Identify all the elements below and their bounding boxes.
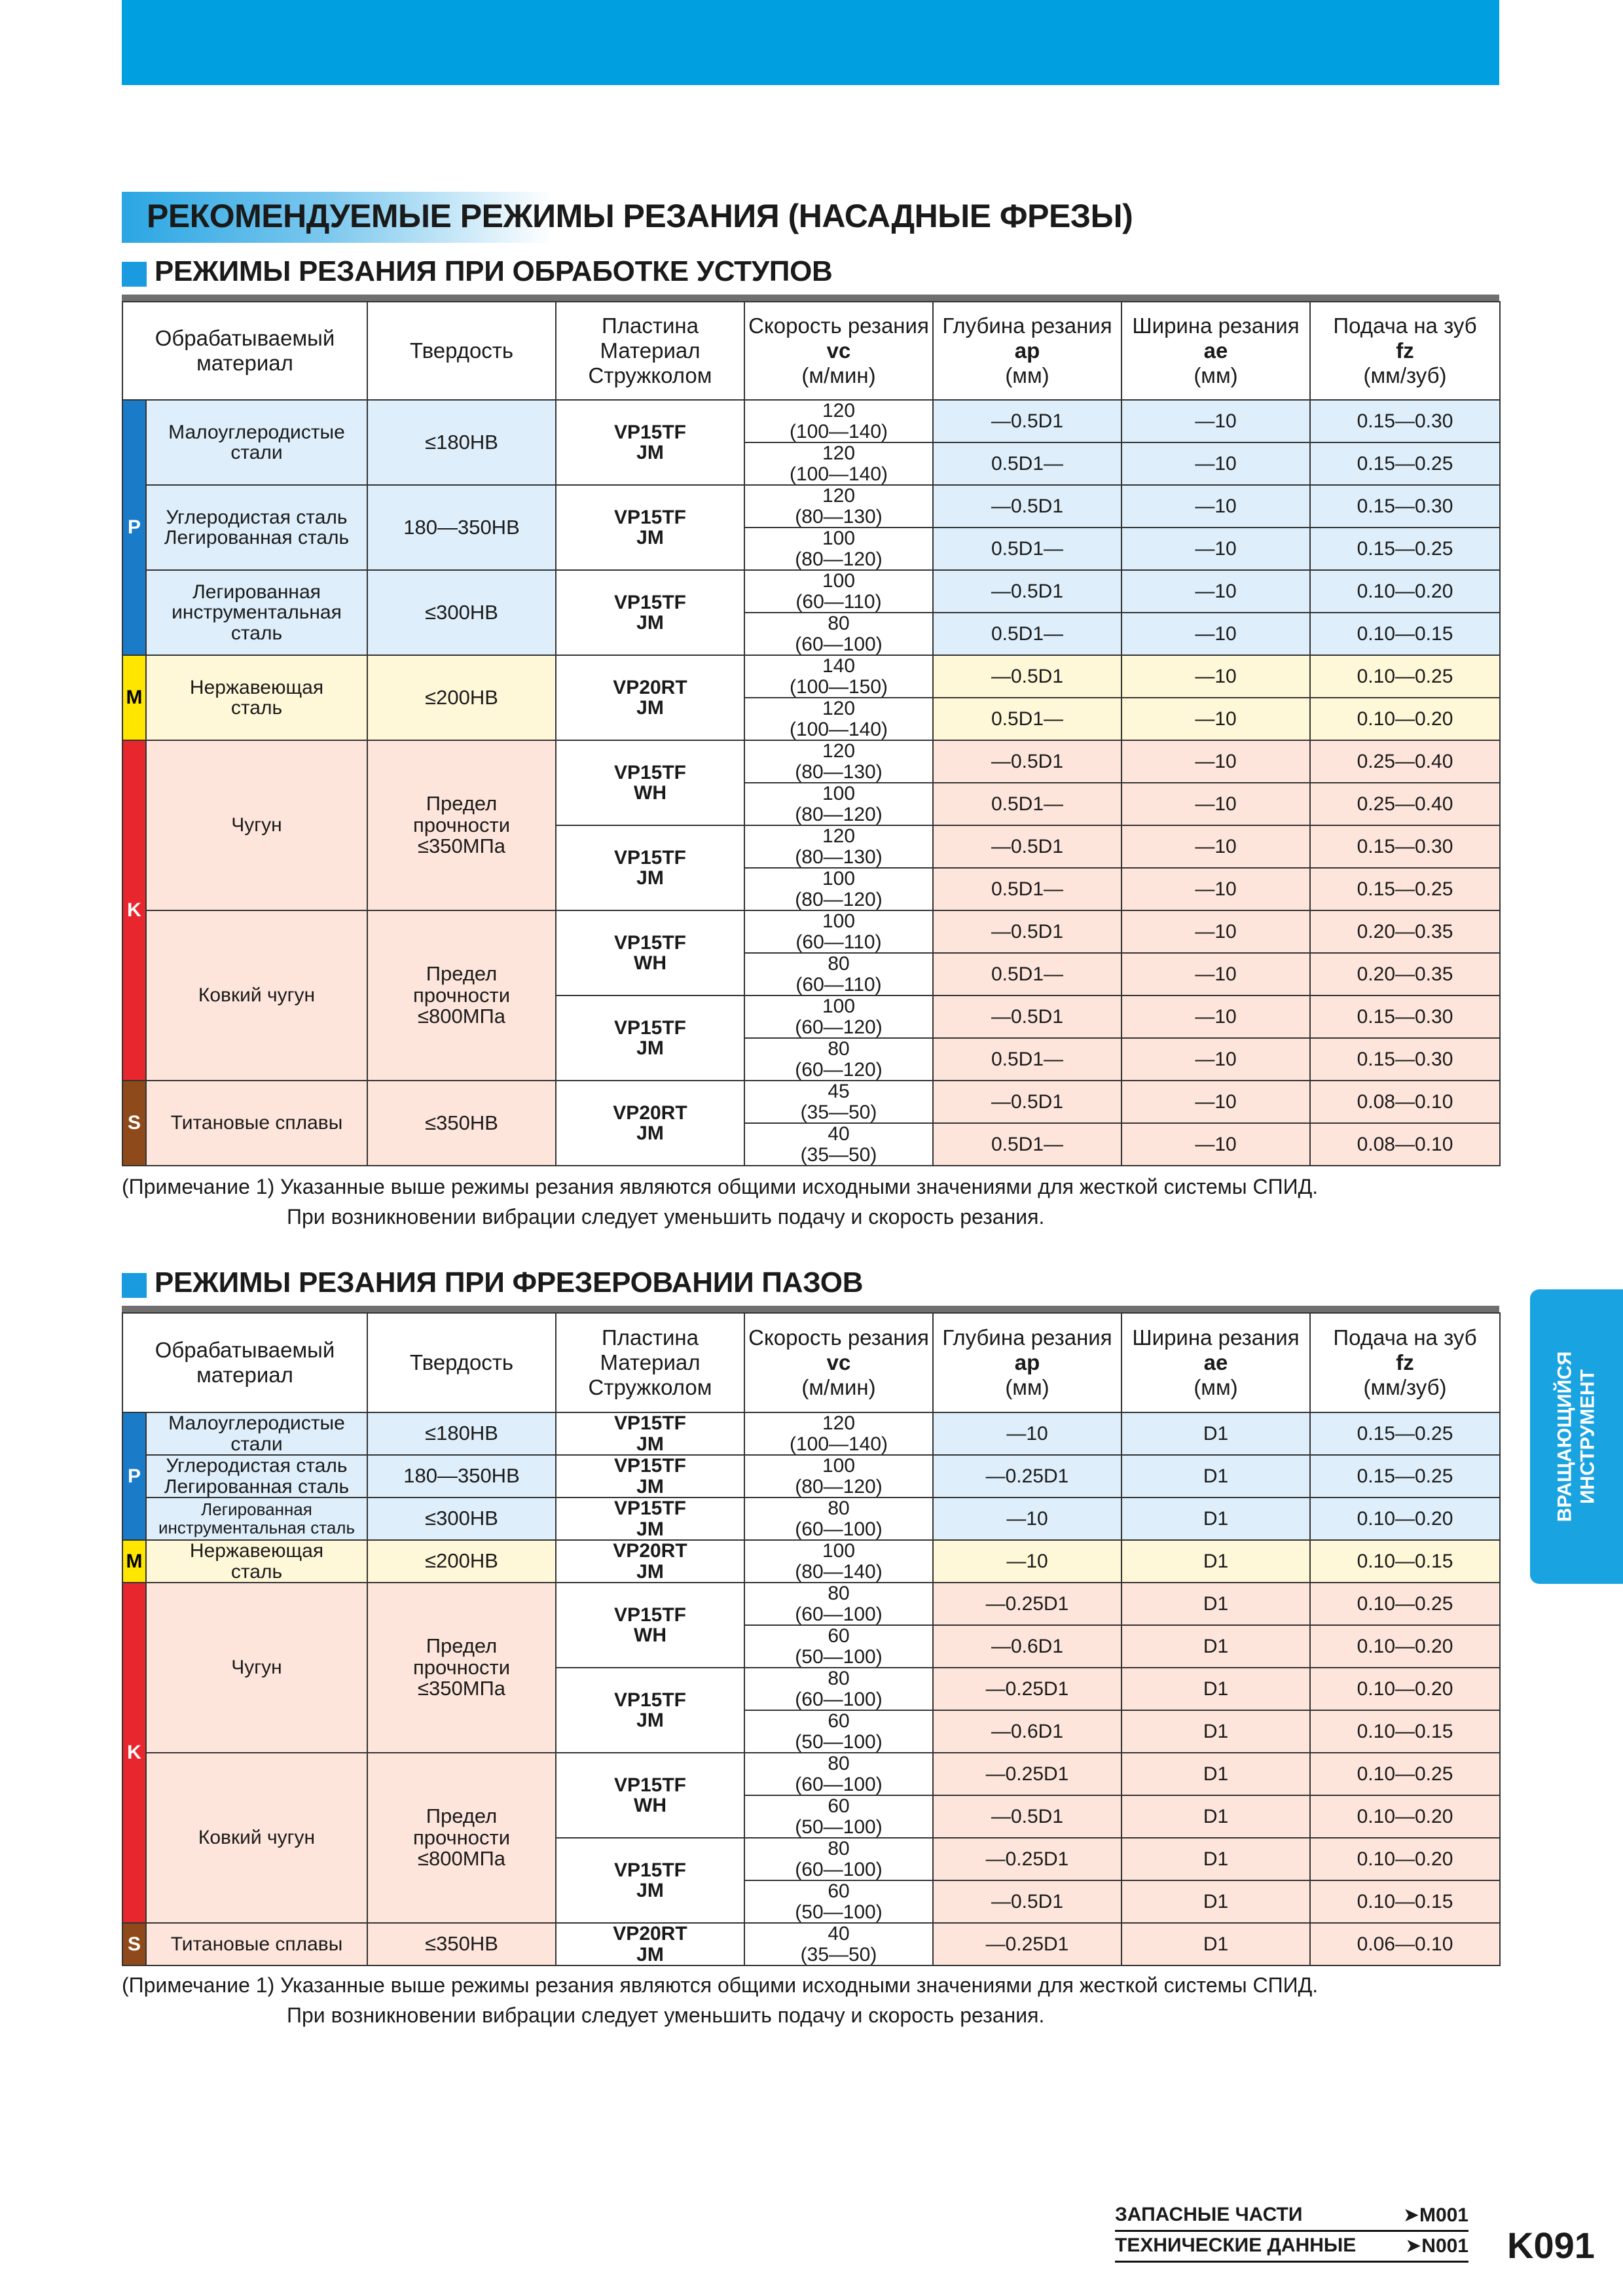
feed-cell: 0.15—0.25 xyxy=(1310,528,1500,570)
header-depth: Глубина резания ap (мм) xyxy=(933,1313,1122,1412)
depth-cell: —0.25D1 xyxy=(933,1753,1122,1795)
table-row xyxy=(122,655,1500,698)
header-feed: Подача на зуб fz (мм/зуб) xyxy=(1310,302,1500,400)
feed-cell: 0.06—0.10 xyxy=(1310,1923,1500,1965)
width-cell: —10 xyxy=(1122,528,1310,570)
speed-cell: 80 (60—120) xyxy=(744,1038,933,1081)
hardness-cell: ≤350HB xyxy=(367,1081,556,1166)
insert-cell: VP15TF JM xyxy=(556,400,744,485)
side-tab-label: ВРАЩАЮЩИЙСЯ ИНСТРУМЕНТ xyxy=(1554,1351,1598,1522)
feed-cell: 0.15—0.30 xyxy=(1310,1038,1500,1081)
feed-cell: 0.10—0.15 xyxy=(1310,1880,1500,1923)
footer-ref: ➤N001 xyxy=(1405,2235,1468,2257)
width-cell: —10 xyxy=(1122,442,1310,485)
speed-cell: 80 (60—100) xyxy=(744,613,933,655)
width-cell: D1 xyxy=(1122,1455,1310,1498)
feed-cell: 0.25—0.40 xyxy=(1310,783,1500,825)
feed-cell: 0.20—0.35 xyxy=(1310,910,1500,953)
depth-cell: 0.5D1— xyxy=(933,528,1122,570)
note-line-1: (Примечание 1) Указанные выше режимы резания являются общими исходными значениями для жесткой системы СПИД. xyxy=(122,1175,1319,1198)
insert-cell: VP15TF JM xyxy=(556,825,744,910)
speed-cell: 40 (35—50) xyxy=(744,1123,933,1166)
speed-cell: 120 (80—130) xyxy=(744,740,933,783)
table-row xyxy=(122,1412,1500,1455)
speed-cell: 120 (80—130) xyxy=(744,485,933,528)
speed-cell: 120 (100—140) xyxy=(744,400,933,442)
depth-cell: 0.5D1— xyxy=(933,1038,1122,1081)
table-row xyxy=(122,1923,1500,1965)
width-cell: D1 xyxy=(1122,1540,1310,1583)
material-cell: Малоуглеродистые стали xyxy=(146,400,367,485)
material-cell: Ковкий чугун xyxy=(146,1753,367,1923)
width-cell: —10 xyxy=(1122,1123,1310,1166)
speed-cell: 45 (35—50) xyxy=(744,1081,933,1123)
note-1 xyxy=(122,1172,1318,1232)
width-cell: D1 xyxy=(1122,1838,1310,1880)
hardness-cell: ≤300HB xyxy=(367,1498,556,1540)
insert-cell: VP15TF JM xyxy=(556,1498,744,1540)
feed-cell: 0.15—0.30 xyxy=(1310,996,1500,1038)
header-speed: Скорость резания vc (м/мин) xyxy=(744,1313,933,1412)
table-row xyxy=(122,1455,1500,1498)
slot-cutting-table xyxy=(122,1312,1501,1966)
hardness-cell: ≤350HB xyxy=(367,1923,556,1965)
material-cell: Нержавеющая сталь xyxy=(146,655,367,740)
speed-cell: 80 (60—100) xyxy=(744,1753,933,1795)
footer-link-technical-data[interactable] xyxy=(1115,2233,1468,2263)
hardness-cell: 180—350HB xyxy=(367,1455,556,1498)
depth-cell: —0.25D1 xyxy=(933,1838,1122,1880)
speed-cell: 100 (80—120) xyxy=(744,1455,933,1498)
depth-cell: —0.5D1 xyxy=(933,825,1122,868)
speed-cell: 100 (80—120) xyxy=(744,868,933,910)
section1-title: РЕЖИМЫ РЕЗАНИЯ ПРИ ОБРАБОТКЕ УСТУПОВ xyxy=(155,255,833,287)
width-cell: D1 xyxy=(1122,1753,1310,1795)
depth-cell: —0.5D1 xyxy=(933,1081,1122,1123)
depth-cell: —10 xyxy=(933,1412,1122,1455)
material-cell: Чугун xyxy=(146,1583,367,1753)
insert-cell: VP15TF JM xyxy=(556,1412,744,1455)
table-row xyxy=(122,400,1500,442)
feed-cell: 0.25—0.40 xyxy=(1310,740,1500,783)
depth-cell: —0.25D1 xyxy=(933,1668,1122,1710)
insert-cell: VP15TF WH xyxy=(556,1583,744,1668)
material-cell: Углеродистая сталь Легированная сталь xyxy=(146,1455,367,1498)
group-tag-m: M xyxy=(122,655,146,740)
group-tag-m: M xyxy=(122,1540,146,1583)
table-row xyxy=(122,910,1500,953)
hardness-cell: 180—350HB xyxy=(367,485,556,570)
speed-cell: 100 (60—110) xyxy=(744,910,933,953)
depth-cell: 0.5D1— xyxy=(933,783,1122,825)
insert-cell: VP15TF WH xyxy=(556,910,744,996)
depth-cell: 0.5D1— xyxy=(933,868,1122,910)
depth-cell: —0.5D1 xyxy=(933,400,1122,442)
feed-cell: 0.15—0.30 xyxy=(1310,825,1500,868)
hardness-cell: ≤180HB xyxy=(367,400,556,485)
footer-link-spare-parts[interactable] xyxy=(1115,2202,1468,2232)
feed-cell: 0.10—0.20 xyxy=(1310,1795,1500,1838)
material-cell: Углеродистая сталь Легированная сталь xyxy=(146,485,367,570)
feed-cell: 0.10—0.15 xyxy=(1310,1710,1500,1753)
page-number: K091 xyxy=(1507,2225,1595,2266)
group-tag-s: S xyxy=(122,1081,146,1166)
width-cell: —10 xyxy=(1122,655,1310,698)
width-cell: D1 xyxy=(1122,1880,1310,1923)
group-tag-k: K xyxy=(122,740,146,1081)
width-cell: —10 xyxy=(1122,740,1310,783)
width-cell: D1 xyxy=(1122,1625,1310,1668)
speed-cell: 120 (100—140) xyxy=(744,698,933,740)
insert-cell: VP20RT JM xyxy=(556,1540,744,1583)
table-header-row xyxy=(122,1313,1500,1412)
insert-cell: VP15TF WH xyxy=(556,1753,744,1838)
group-tag-p: P xyxy=(122,400,146,655)
speed-cell: 100 (80—120) xyxy=(744,783,933,825)
table-row xyxy=(122,740,1500,783)
header-width: Ширина резания ae (мм) xyxy=(1122,302,1310,400)
feed-cell: 0.10—0.20 xyxy=(1310,1838,1500,1880)
feed-cell: 0.10—0.25 xyxy=(1310,655,1500,698)
hardness-cell: Предел прочности ≤350МПа xyxy=(367,740,556,910)
table-row xyxy=(122,1498,1500,1540)
hardness-cell: Предел прочности ≤800МПа xyxy=(367,910,556,1081)
depth-cell: 0.5D1— xyxy=(933,1123,1122,1166)
width-cell: D1 xyxy=(1122,1795,1310,1838)
depth-cell: —0.25D1 xyxy=(933,1583,1122,1625)
table-header-row xyxy=(122,302,1500,400)
feed-cell: 0.10—0.20 xyxy=(1310,1625,1500,1668)
depth-cell: —0.5D1 xyxy=(933,1795,1122,1838)
section-square-icon xyxy=(122,262,147,287)
header-material: Обрабатываемый материал xyxy=(122,1313,367,1412)
depth-cell: —0.5D1 xyxy=(933,570,1122,613)
width-cell: —10 xyxy=(1122,1038,1310,1081)
feed-cell: 0.10—0.20 xyxy=(1310,1668,1500,1710)
feed-cell: 0.15—0.30 xyxy=(1310,400,1500,442)
depth-cell: —10 xyxy=(933,1540,1122,1583)
insert-cell: VP15TF JM xyxy=(556,1455,744,1498)
material-cell: Титановые сплавы xyxy=(146,1923,367,1965)
main-title: РЕКОМЕНДУЕМЫЕ РЕЖИМЫ РЕЗАНИЯ (НАСАДНЫЕ ФРЕЗЫ) xyxy=(147,198,1133,234)
group-tag-p: P xyxy=(122,1412,146,1540)
width-cell: —10 xyxy=(1122,868,1310,910)
speed-cell: 60 (50—100) xyxy=(744,1880,933,1923)
depth-cell: —0.5D1 xyxy=(933,655,1122,698)
depth-cell: —0.5D1 xyxy=(933,910,1122,953)
width-cell: —10 xyxy=(1122,783,1310,825)
insert-cell: VP15TF JM xyxy=(556,570,744,655)
insert-cell: VP20RT JM xyxy=(556,655,744,740)
depth-cell: —0.5D1 xyxy=(933,996,1122,1038)
depth-cell: —0.6D1 xyxy=(933,1625,1122,1668)
insert-cell: VP20RT JM xyxy=(556,1081,744,1166)
section2-title: РЕЖИМЫ РЕЗАНИЯ ПРИ ФРЕЗЕРОВАНИИ ПАЗОВ xyxy=(155,1266,864,1299)
speed-cell: 80 (60—100) xyxy=(744,1583,933,1625)
speed-cell: 100 (80—140) xyxy=(744,1540,933,1583)
speed-cell: 80 (60—100) xyxy=(744,1498,933,1540)
depth-cell: —0.25D1 xyxy=(933,1455,1122,1498)
speed-cell: 120 (100—140) xyxy=(744,1412,933,1455)
width-cell: —10 xyxy=(1122,485,1310,528)
material-cell: Легированная инструментальная сталь xyxy=(146,570,367,655)
side-tab-rotating-tools[interactable] xyxy=(1530,1289,1623,1584)
footer-label: ЗАПАСНЫЕ ЧАСТИ xyxy=(1115,2204,1303,2225)
group-tag-s: S xyxy=(122,1923,146,1965)
width-cell: —10 xyxy=(1122,698,1310,740)
hardness-cell: ≤200HB xyxy=(367,655,556,740)
header-insert: Пластина Материал Стружколом xyxy=(556,302,744,400)
feed-cell: 0.10—0.20 xyxy=(1310,1498,1500,1540)
feed-cell: 0.10—0.15 xyxy=(1310,613,1500,655)
width-cell: —10 xyxy=(1122,996,1310,1038)
material-cell: Чугун xyxy=(146,740,367,910)
speed-cell: 140 (100—150) xyxy=(744,655,933,698)
speed-cell: 100 (80—120) xyxy=(744,528,933,570)
depth-cell: —10 xyxy=(933,1498,1122,1540)
feed-cell: 0.10—0.25 xyxy=(1310,1753,1500,1795)
width-cell: —10 xyxy=(1122,953,1310,996)
feed-cell: 0.10—0.20 xyxy=(1310,698,1500,740)
hardness-cell: ≤200HB xyxy=(367,1540,556,1583)
table-row xyxy=(122,570,1500,613)
width-cell: —10 xyxy=(1122,910,1310,953)
shoulder-cutting-table xyxy=(122,301,1501,1166)
header-feed: Подача на зуб fz (мм/зуб) xyxy=(1310,1313,1500,1412)
hardness-cell: Предел прочности ≤350МПа xyxy=(367,1583,556,1753)
material-cell: Легированная инструментальная сталь xyxy=(146,1498,367,1540)
width-cell: D1 xyxy=(1122,1923,1310,1965)
speed-cell: 80 (60—110) xyxy=(744,953,933,996)
speed-cell: 100 (60—120) xyxy=(744,996,933,1038)
material-cell: Нержавеющая сталь xyxy=(146,1540,367,1583)
section-square-icon xyxy=(122,1273,147,1298)
speed-cell: 80 (60—100) xyxy=(744,1668,933,1710)
depth-cell: 0.5D1— xyxy=(933,698,1122,740)
hardness-cell: ≤300HB xyxy=(367,570,556,655)
header-depth: Глубина резания ap (мм) xyxy=(933,302,1122,400)
insert-cell: VP15TF WH xyxy=(556,740,744,825)
footer-label: ТЕХНИЧЕСКИЕ ДАННЫЕ xyxy=(1115,2234,1357,2256)
insert-cell: VP15TF JM xyxy=(556,996,744,1081)
width-cell: D1 xyxy=(1122,1583,1310,1625)
feed-cell: 0.10—0.20 xyxy=(1310,570,1500,613)
material-cell: Малоуглеродистые стали xyxy=(146,1412,367,1455)
width-cell: —10 xyxy=(1122,613,1310,655)
depth-cell: —0.5D1 xyxy=(933,1880,1122,1923)
speed-cell: 60 (50—100) xyxy=(744,1795,933,1838)
width-cell: D1 xyxy=(1122,1710,1310,1753)
feed-cell: 0.10—0.25 xyxy=(1310,1583,1500,1625)
speed-cell: 120 (100—140) xyxy=(744,442,933,485)
depth-cell: —0.5D1 xyxy=(933,740,1122,783)
feed-cell: 0.15—0.30 xyxy=(1310,485,1500,528)
speed-cell: 60 (50—100) xyxy=(744,1710,933,1753)
insert-cell: VP20RT JM xyxy=(556,1923,744,1965)
note-2 xyxy=(122,1970,1318,2031)
width-cell: —10 xyxy=(1122,400,1310,442)
speed-cell: 40 (35—50) xyxy=(744,1923,933,1965)
insert-cell: VP15TF JM xyxy=(556,1668,744,1753)
width-cell: D1 xyxy=(1122,1668,1310,1710)
depth-cell: —0.25D1 xyxy=(933,1923,1122,1965)
speed-cell: 100 (60—110) xyxy=(744,570,933,613)
note-line-2: При возникновении вибрации следует уменьшить подачу и скорость резания. xyxy=(287,1205,1045,1229)
header-width: Ширина резания ae (мм) xyxy=(1122,1313,1310,1412)
width-cell: —10 xyxy=(1122,825,1310,868)
header-material: Обрабатываемый материал xyxy=(122,302,367,400)
speed-cell: 60 (50—100) xyxy=(744,1625,933,1668)
feed-cell: 0.15—0.25 xyxy=(1310,1412,1500,1455)
speed-cell: 80 (60—100) xyxy=(744,1838,933,1880)
table-row xyxy=(122,1583,1500,1625)
feed-cell: 0.08—0.10 xyxy=(1310,1081,1500,1123)
group-tag-k: K xyxy=(122,1583,146,1923)
material-cell: Титановые сплавы xyxy=(146,1081,367,1166)
header-hardness: Твердость xyxy=(367,1313,556,1412)
depth-cell: —0.6D1 xyxy=(933,1710,1122,1753)
table-row xyxy=(122,1753,1500,1795)
note-line-1: (Примечание 1) Указанные выше режимы резания являются общими исходными значениями для жесткой системы СПИД. xyxy=(122,1973,1319,1997)
depth-cell: —0.5D1 xyxy=(933,485,1122,528)
header-insert: Пластина Материал Стружколом xyxy=(556,1313,744,1412)
hardness-cell: Предел прочности ≤800МПа xyxy=(367,1753,556,1923)
footer-ref: ➤M001 xyxy=(1402,2204,1468,2226)
width-cell: —10 xyxy=(1122,570,1310,613)
feed-cell: 0.15—0.25 xyxy=(1310,868,1500,910)
top-color-bar xyxy=(122,0,1499,85)
main-title-banner xyxy=(122,192,1133,243)
table-row xyxy=(122,1540,1500,1583)
feed-cell: 0.10—0.15 xyxy=(1310,1540,1500,1583)
feed-cell: 0.20—0.35 xyxy=(1310,953,1500,996)
width-cell: D1 xyxy=(1122,1498,1310,1540)
speed-cell: 120 (80—130) xyxy=(744,825,933,868)
header-speed: Скорость резания vc (м/мин) xyxy=(744,302,933,400)
header-hardness: Твердость xyxy=(367,302,556,400)
depth-cell: 0.5D1— xyxy=(933,442,1122,485)
table-row xyxy=(122,1081,1500,1123)
depth-cell: 0.5D1— xyxy=(933,953,1122,996)
feed-cell: 0.08—0.10 xyxy=(1310,1123,1500,1166)
material-cell: Ковкий чугун xyxy=(146,910,367,1081)
feed-cell: 0.15—0.25 xyxy=(1310,1455,1500,1498)
insert-cell: VP15TF JM xyxy=(556,485,744,570)
note-line-2: При возникновении вибрации следует уменьшить подачу и скорость резания. xyxy=(287,2003,1045,2028)
depth-cell: 0.5D1— xyxy=(933,613,1122,655)
insert-cell: VP15TF JM xyxy=(556,1838,744,1923)
table-row xyxy=(122,485,1500,528)
width-cell: —10 xyxy=(1122,1081,1310,1123)
width-cell: D1 xyxy=(1122,1412,1310,1455)
hardness-cell: ≤180HB xyxy=(367,1412,556,1455)
feed-cell: 0.15—0.25 xyxy=(1310,442,1500,485)
